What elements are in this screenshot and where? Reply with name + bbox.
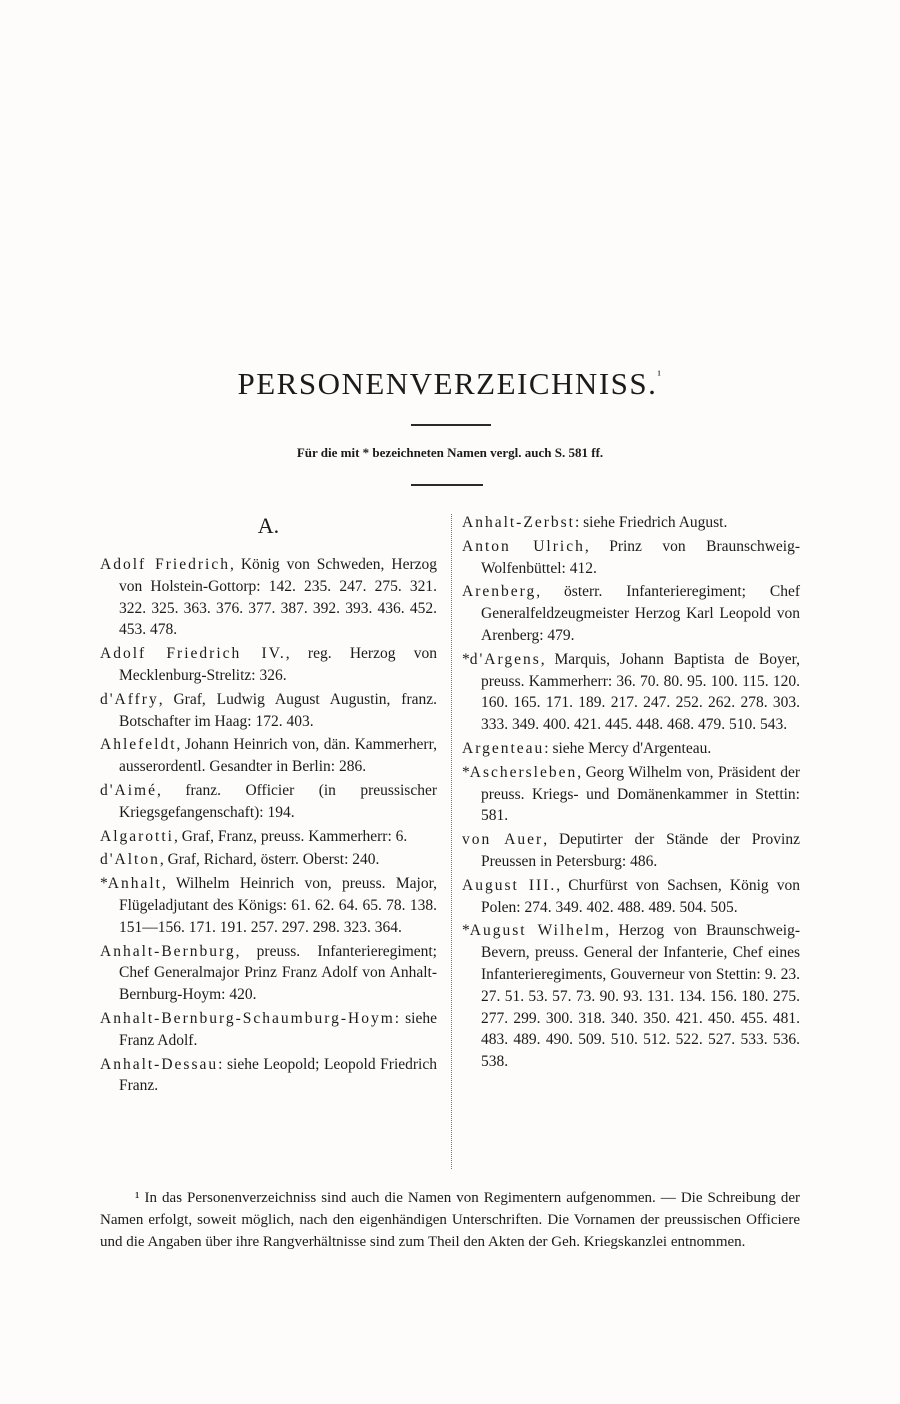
index-entry [462, 920, 800, 1073]
entry-name: Aschersleben [469, 763, 578, 781]
entry-name: d'Argens [469, 650, 541, 668]
entry-text: , Graf, Franz, preuss. Kammerherr: 6. [173, 827, 408, 845]
star-marker: * [100, 875, 108, 893]
column-divider [451, 514, 452, 1169]
entry-text: , Marquis, Johann Baptista de Boyer, preuss. Kammerherr: 36. 70. 80. 95. 100. 115. 120. 160. 165. 171. 189. 217. 247. 252. 262. 278. 303. 333. 349. 400. 421. 445. 448. 468. 479. 510. 543. [481, 650, 800, 734]
page-title [0, 366, 900, 402]
entry-text: , Georg Wilhelm von, Präsident der preuss. Kriegs- und Domänenkammer in Stettin: 581. [481, 763, 800, 825]
star-marker: * [462, 922, 470, 940]
right-column [462, 512, 800, 1075]
entry-name: Argenteau [462, 739, 545, 757]
index-entry [462, 875, 800, 919]
entry-text: , Herzog von Braunschweig-Bevern, preuss. General der Infanterie, Chef eines Infanterieregiments, Gouverneur von Stettin: 9. 23. 27. 51. 53. 57. 73. 90. 93. 131. 134. 156. 180. 275. 277. 299. 300. 318. 340. 350. 421. 450. 455. 481. 483. 489. 490. 509. 510. 512. 522. 527. 533. 536. 538. [481, 922, 800, 1071]
entry-name: Anhalt [107, 875, 162, 893]
entry-name: Ahlefeldt [100, 736, 177, 754]
entry-text: , Churfürst von Sachsen, König von Polen: 274. 349. 402. 488. 489. 504. 505. [481, 876, 800, 916]
entry-name: August III. [462, 876, 557, 894]
index-entry [100, 1054, 437, 1098]
right-entry-list [462, 512, 800, 1073]
left-column [100, 512, 437, 1099]
index-entry [100, 689, 437, 733]
entry-name: August Wilhelm [469, 922, 606, 940]
index-entry [462, 649, 800, 736]
entry-text: , Prinz von Braunschweig-Wolfenbüttel: 412. [481, 537, 800, 577]
star-marker: * [462, 763, 470, 781]
entry-text: , Johann Heinrich von, dän. Kammerherr, ausserordentl. Gesandter in Berlin: 286. [119, 736, 437, 776]
entry-text: , Wilhelm Heinrich von, preuss. Major, Flügeladjutant des Königs: 61. 62. 64. 65. 78. 138. 151—156. 171. 191. 257. 297. 298. 323. 364. [119, 875, 437, 936]
entry-name: Arenberg [462, 583, 537, 601]
entry-text: , Deputirter der Stände der Provinz Preussen in Petersburg: 486. [481, 831, 800, 870]
entry-text: , österr. Infanterieregiment; Chef Generalfeldzeugmeister Herzog Karl Leopold von Arenberg: 479. [481, 583, 800, 644]
entry-text: : siehe Friedrich August. [574, 514, 728, 531]
index-entry [100, 873, 437, 938]
entry-name: Anhalt-Dessau [100, 1055, 219, 1073]
index-entry [100, 941, 437, 1006]
entry-name: Anhalt-Bernburg [100, 942, 236, 960]
entry-text: , reg. Herzog von Mecklenburg-Strelitz: 326. [119, 645, 437, 684]
subtitle-rule [411, 484, 483, 486]
index-entry [462, 536, 800, 580]
entry-name: Anhalt-Bernburg-Schaumburg-Hoym [100, 1009, 395, 1027]
entry-text: , preuss. Infanterieregiment; Chef Generalmajor Prinz Franz Adolf von Anhalt-Bernburg-Hoym: 420. [119, 942, 437, 1004]
entry-name: Anhalt-Zerbst [462, 514, 575, 531]
entry-text: : siehe Franz Adolf. [119, 1009, 437, 1049]
index-entry [462, 738, 800, 760]
entry-name: Adolf Friedrich IV. [100, 645, 286, 663]
entry-text: , König von Schweden, Herzog von Holstein-Gottorp: 142. 235. 247. 275. 321. 322. 325. 363. 376. 377. 387. 392. 393. 436. 452. 453. 478. [119, 556, 437, 639]
index-entry [462, 512, 800, 534]
entry-name: Adolf Friedrich [100, 556, 230, 573]
index-entry [462, 581, 800, 646]
star-marker: * [462, 650, 470, 668]
entry-text: , Graf, Richard, österr. Oberst: 240. [159, 851, 380, 869]
entry-name: Algarotti [100, 827, 174, 845]
index-entry [462, 829, 800, 873]
index-entry [100, 826, 437, 848]
index-entry [100, 780, 437, 824]
title-rule [411, 424, 491, 426]
footnote: ¹ In das Personenverzeichniss sind auch die Namen von Regimentern aufgenommen. — Die Schreibung der Namen erfolgt, soweit möglich, nach den eigenhändigen Unterschriften. Die Vornamen der preussischen Officiere und die Angaben über ihre Rangverhältnisse sind zum Theil den Akten der Geh. Kriegskanzlei entnommen. [100, 1190, 800, 1250]
title-text: PERSONENVERZEICHNISS. [237, 366, 658, 401]
footnote-marker: ¹ [657, 368, 663, 382]
index-entry [100, 734, 437, 778]
section-letter: A. [257, 513, 280, 538]
entry-name: d'Alton [100, 851, 160, 869]
index-entry [100, 849, 437, 871]
entry-name: d'Aimé [100, 781, 157, 799]
entry-text: : siehe Mercy d'Argenteau. [544, 739, 712, 757]
index-entry [462, 762, 800, 827]
entry-text: : siehe Leopold; Leopold Friedrich Franz. [119, 1055, 437, 1095]
entry-text: , franz. Officier (in preussischer Kriegsgefangenschaft): 194. [119, 781, 437, 821]
entry-text: , Graf, Ludwig August Augustin, franz. Botschafter im Haag: 172. 403. [119, 690, 437, 730]
left-entry-list [100, 554, 437, 1097]
index-entry [100, 554, 437, 641]
entry-name: d'Affry [100, 690, 159, 708]
index-entry [100, 1008, 437, 1052]
entry-name: Anton Ulrich [462, 537, 585, 555]
entry-name: von Auer [462, 831, 544, 849]
index-entry [100, 643, 437, 687]
subtitle: Für die mit * bezeichneten Namen vergl. auch S. 581 ff. [296, 445, 604, 460]
